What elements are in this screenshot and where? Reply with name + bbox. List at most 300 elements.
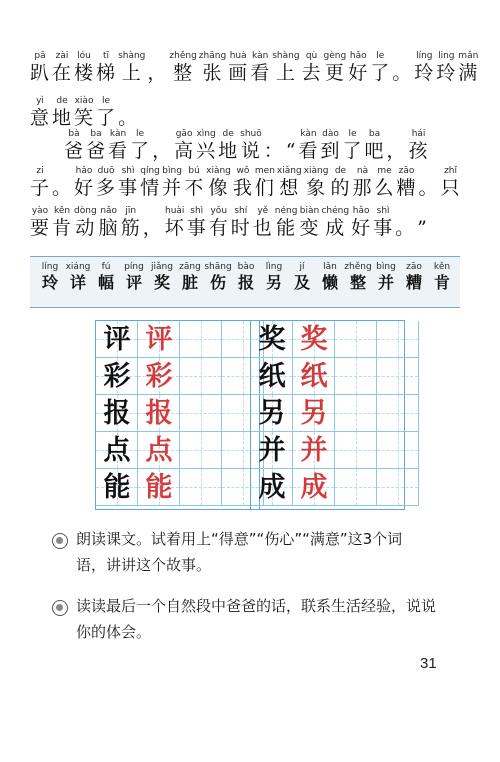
hanzi: 看 [108,140,129,162]
ruby-char [52,95,72,129]
hanzi: 肯 [52,217,73,239]
pinyin: kěn [53,206,71,216]
hanzi: 那 [352,177,373,199]
new-word [344,261,372,293]
grid-cell [377,321,419,358]
new-word [316,261,344,293]
ruby-char [30,165,50,199]
writing-grid-right [250,320,405,510]
hanzi: 多 [96,177,117,199]
pinyin: gāo [175,129,193,139]
new-word-hanzi: 评 [125,273,142,292]
pinyin: ba [368,129,381,139]
ruby-char [286,128,297,162]
new-word [260,261,288,293]
trace-character: 成 [300,472,328,503]
hanzi: “ [285,140,297,162]
trace-character: 能 [145,472,173,503]
pinyin: shì [121,166,135,176]
hanzi: 也 [252,217,273,239]
ruby-char [277,165,302,199]
trace-character: 彩 [145,361,173,392]
ruby-char [414,50,434,84]
ruby-char [321,205,349,239]
hanzi: 上 [121,62,142,84]
pinyin: wǒ [236,166,250,176]
hanzi: 事 [118,177,139,199]
hanzi: 子 [30,177,51,199]
ruby-char [392,50,412,84]
ruby-char [374,165,394,199]
pinyin: yě [257,206,269,216]
new-word-hanzi: 奖 [153,273,170,292]
new-word [372,261,400,293]
pinyin: xiǎng [276,166,302,176]
ruby-char [147,50,167,84]
new-word-hanzi: 玲 [41,273,58,292]
ruby-char [30,205,50,239]
pinyin: bà [68,129,80,139]
model-character: 并 [258,435,286,466]
pinyin: kàn [300,129,317,139]
model-character: 奖 [258,324,286,355]
pinyin: shuō [240,129,262,139]
new-word-hanzi: 及 [293,273,310,292]
ruby-char [184,165,204,199]
hanzi: 有 [208,217,229,239]
hanzi: 像 [208,177,229,199]
ruby-char [162,165,182,199]
new-word [36,261,64,293]
new-word-hanzi: 糟 [405,273,422,292]
ruby-char [118,95,138,129]
model-character: 另 [258,398,286,429]
hanzi: 。 [52,177,73,199]
pinyin: le [376,51,385,61]
pinyin: tī [103,51,110,61]
ruby-char [96,95,116,129]
ruby-char [417,205,428,239]
ruby-char [152,128,172,162]
hanzi: 玲 [436,62,457,84]
ruby-char [343,128,363,162]
pinyin: dòng [74,206,97,216]
pinyin: hǎo [349,51,367,61]
ruby-char [233,165,253,199]
hanzi: 玲 [414,62,435,84]
new-word-hanzi: 另 [265,273,282,292]
new-words-bar [30,256,460,308]
ruby-char [99,205,119,239]
pinyin: zi [36,166,44,176]
ruby-char [143,205,163,239]
new-word [176,261,204,293]
ruby-char [395,205,415,239]
passage-line-3 [64,128,500,162]
hanzi: ， [386,140,407,162]
hanzi: 并 [162,177,183,199]
new-word [204,261,232,293]
ruby-char [218,128,238,162]
hanzi: 了 [130,140,151,162]
pinyin: me [377,166,392,176]
ruby-char [373,205,393,239]
new-word-hanzi: 并 [377,273,394,292]
new-word-pinyin: zāo [406,262,422,272]
pinyin: xiàng [206,166,231,176]
hanzi: 好 [74,177,95,199]
hanzi: ， [147,62,168,84]
model-character: 纸 [258,361,286,392]
pinyin: nà [356,166,369,176]
question-1-line-2: 语，讲讲这个故事。 [76,556,212,574]
hanzi: 了 [370,62,391,84]
pinyin: shí [234,206,248,216]
hanzi: 整 [173,62,194,84]
new-word-hanzi: 肯 [433,273,450,292]
pinyin: hǎo [352,206,370,216]
ruby-char [397,165,417,199]
grid-cell [335,395,377,432]
ruby-char [96,165,116,199]
hanzi: 时 [230,217,251,239]
hanzi: 成 [325,217,346,239]
pinyin: ling [438,51,455,61]
ruby-char [30,95,50,129]
ruby-char [187,205,207,239]
hanzi: 不 [184,177,205,199]
ruby-char [436,50,456,84]
new-word [120,261,148,293]
hanzi: 到 [320,140,341,162]
grid-cell [335,321,377,358]
grid-cell [377,469,419,506]
hanzi: 趴 [30,62,51,84]
pinyin: yǒu [210,206,228,216]
pinyin: yì [36,96,44,106]
pinyin: biàn [299,206,320,216]
hanzi: 孩 [408,140,429,162]
pinyin: huà [229,51,247,61]
ruby-char [169,50,196,84]
hanzi: 脑 [98,217,119,239]
new-word [232,261,260,293]
ruby-char [370,50,390,84]
hanzi: 楼 [74,62,95,84]
hanzi: 更 [324,62,345,84]
ruby-char [304,165,329,199]
new-word-pinyin: bìng [376,262,396,272]
pinyin: dào [322,129,339,139]
ruby-char [253,205,273,239]
ruby-char [86,128,106,162]
hanzi: 去 [301,62,322,84]
hanzi: 想 [279,177,300,199]
grid-cell [377,395,419,432]
new-word-pinyin: bào [237,262,255,272]
ruby-char [240,128,262,162]
passage-line-5 [30,205,500,239]
pinyin: pā [34,51,46,61]
new-word [428,261,456,293]
ruby-char [302,50,322,84]
hanzi: 们 [254,177,275,199]
ruby-char [348,50,368,84]
new-word [400,261,428,293]
page-number: 31 [420,655,437,672]
pinyin: qù [305,51,318,61]
question-1 [76,526,496,578]
new-word-hanzi: 幅 [97,273,114,292]
ruby-char [231,205,251,239]
hanzi: 。 [395,217,416,239]
new-word-hanzi: 报 [237,273,254,292]
trace-character: 另 [300,398,328,429]
model-character: 彩 [103,361,131,392]
new-word-pinyin: líng [41,262,59,272]
ruby-char [121,205,141,239]
pinyin: shàng [272,51,300,61]
ruby-char [74,165,94,199]
hanzi: 地 [218,140,239,162]
ruby-char [74,95,94,129]
hanzi: 能 [276,217,297,239]
ruby-char [52,165,72,199]
hanzi: 糟 [396,177,417,199]
pinyin: le [348,129,357,139]
new-word-pinyin: zhěng [344,262,372,272]
hanzi: 在 [52,62,73,84]
pinyin: xiàng [303,166,329,176]
new-word-pinyin: jí [299,262,305,272]
pinyin: le [102,96,111,106]
question-1-line-1: 朗读课文。试着用上“得意”“伤心”“满意”这3个词 [76,530,403,548]
ruby-char [255,165,275,199]
ruby-char [52,50,72,84]
ruby-char [118,165,138,199]
pinyin: huài [165,206,185,216]
trace-character: 并 [300,435,328,466]
ruby-char [352,165,372,199]
pinyin: lóu [77,51,91,61]
ruby-char [419,165,439,199]
passage-line-4 [30,165,500,199]
new-word-hanzi: 懒 [321,273,338,292]
pinyin: bìng [162,166,182,176]
hanzi: 只 [440,177,461,199]
question-2-line-2: 你的体会。 [76,623,152,641]
pinyin: líng [416,51,433,61]
model-character: 点 [103,435,131,466]
ruby-char [196,128,216,162]
ruby-char [199,50,226,84]
hanzi: 了 [96,107,117,129]
grid-cell [180,395,222,432]
ruby-char [174,128,194,162]
pinyin: ba [90,129,102,139]
pinyin: de [56,96,68,106]
pinyin: mǎn [458,51,479,61]
pinyin: shàng [118,51,146,61]
trace-character: 点 [145,435,173,466]
pinyin: zāo [398,166,415,176]
grid-cell [377,432,419,469]
ruby-char [365,128,385,162]
hanzi: 我 [232,177,253,199]
ruby-char [96,50,116,84]
pinyin: nǎo [100,206,118,216]
new-word-pinyin: xiáng [65,262,91,272]
pinyin: le [136,129,145,139]
hanzi: 笑 [74,107,95,129]
hanzi: 满 [458,62,479,84]
hanzi: 地 [52,107,73,129]
pinyin: chéng [321,206,350,216]
hanzi: 要 [30,217,51,239]
pinyin: néng [274,206,298,216]
hanzi: ” [417,217,428,239]
new-word-pinyin: zāng [179,262,201,272]
pinyin: xiào [74,96,94,106]
ruby-char [298,128,318,162]
ruby-char [320,128,340,162]
new-word-hanzi: 详 [69,273,86,292]
ruby-char [228,50,248,84]
new-word-hanzi: 伤 [209,273,226,292]
pinyin: zhěng [169,51,197,61]
model-character: 评 [103,324,131,355]
writing-grid-left [95,320,260,510]
grid-cell [335,432,377,469]
model-character: 成 [258,472,286,503]
hanzi: 筋 [120,217,141,239]
grid-cell [180,321,222,358]
grid-cell [377,358,419,395]
trace-character: 报 [145,398,173,429]
hanzi: 动 [75,217,96,239]
hanzi: 好 [351,217,372,239]
hanzi: ， [152,140,173,162]
hanzi: 爸 [86,140,107,162]
trace-character: 奖 [300,324,328,355]
ruby-char [130,128,150,162]
hanzi: 上 [275,62,296,84]
ruby-char [165,205,185,239]
ruby-char [30,50,50,84]
grid-cell [180,469,222,506]
ruby-char [108,128,128,162]
pinyin: gèng [323,51,347,61]
ruby-char [74,50,94,84]
pinyin: bú [188,166,200,176]
ruby-char [441,165,461,199]
hanzi: 的 [330,177,351,199]
pinyin: yào [31,206,49,216]
hanzi: 张 [202,62,223,84]
ruby-char [118,50,145,84]
trace-character: 纸 [300,361,328,392]
pinyin: kàn [109,129,127,139]
new-word-pinyin: jiǎng [151,262,173,272]
hanzi: 事 [186,217,207,239]
question-1-icon [52,533,68,549]
hanzi: 象 [306,177,327,199]
ruby-char [330,165,350,199]
hanzi: 看 [298,140,319,162]
hanzi: 坏 [164,217,185,239]
ruby-char [52,205,72,239]
new-word-pinyin: shāng [204,262,232,272]
question-2-line-1: 读读最后一个自然段中爸爸的话，联系生活经验，说说 [76,597,437,615]
hanzi: 意 [30,107,51,129]
grid-cell [335,469,377,506]
pinyin: zhāng [198,51,227,61]
new-word-pinyin: lìng [265,262,283,272]
hanzi: 爸 [64,140,85,162]
question-2-icon [52,600,68,616]
hanzi: 画 [228,62,249,84]
hanzi: ， [142,217,163,239]
pinyin: hái [411,129,426,139]
pinyin: de [222,129,234,139]
passage-line-1 [30,50,500,84]
ruby-char [458,50,478,84]
hanzi: 情 [140,177,161,199]
hanzi: 好 [348,62,369,84]
hanzi: 。 [392,62,413,84]
grid-cell [180,432,222,469]
new-word [64,261,92,293]
hanzi: 看 [250,62,271,84]
model-character: 报 [103,398,131,429]
new-word-pinyin: fú [101,262,111,272]
pinyin: kàn [252,51,269,61]
pinyin: duō [97,166,115,176]
ruby-char [206,165,231,199]
hanzi: 梯 [96,62,117,84]
hanzi: 事 [373,217,394,239]
ruby-char [409,128,429,162]
ruby-char [264,128,284,162]
pinyin: zhǐ [444,166,457,176]
ruby-char [140,165,160,199]
hanzi: 。 [118,107,139,129]
hanzi: 了 [342,140,363,162]
ruby-char [74,205,97,239]
ruby-char [299,205,319,239]
ruby-char [250,50,270,84]
grid-cell [180,358,222,395]
passage-line-2 [30,95,500,129]
pinyin: xìng [196,129,216,139]
hanzi: 高 [174,140,195,162]
hanzi: 吧 [364,140,385,162]
ruby-char [324,50,347,84]
hanzi: 说 [240,140,261,162]
ruby-char [275,205,298,239]
hanzi: ： [263,140,284,162]
new-word [92,261,120,293]
new-word-hanzi: 脏 [181,273,198,292]
ruby-char [351,205,371,239]
new-word-pinyin: píng [124,262,144,272]
ruby-char [387,128,407,162]
grid-cell [335,358,377,395]
new-word-pinyin: kěn [433,262,451,272]
new-word-hanzi: 整 [349,273,366,292]
pinyin: shì [376,206,390,216]
pinyin: jīn [125,206,137,216]
